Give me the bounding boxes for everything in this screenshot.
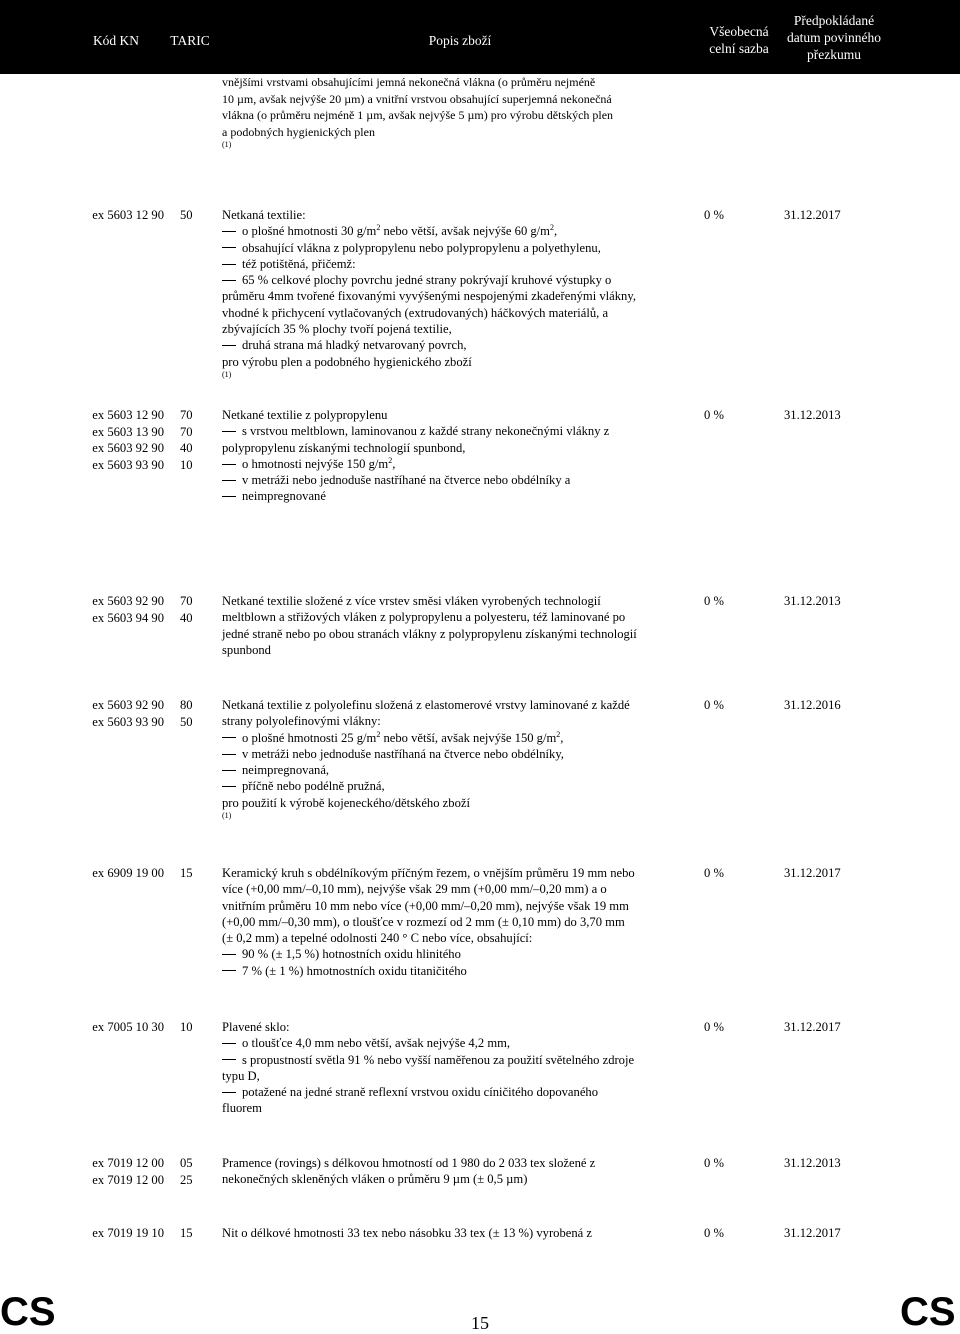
description-item: [222, 730, 696, 746]
description-line: polypropylenu získanými technologií spunbond,: [222, 440, 466, 455]
dash-bullet: [222, 737, 236, 738]
kn-codes: [64, 1155, 164, 1188]
footer-language-right: CS: [900, 1290, 956, 1334]
dash-bullet: [222, 464, 236, 465]
taric-code: 70: [180, 408, 193, 422]
taric-codes: [180, 1155, 204, 1188]
description-item: [222, 963, 696, 979]
kn-codes: [64, 407, 164, 473]
description-line: fluorem: [222, 1101, 262, 1116]
description-item: [222, 223, 696, 239]
description-line: Netkaná textilie z polyolefinu složená z elastomerové vrstvy laminované z každé: [222, 698, 630, 712]
description-item: [222, 946, 696, 962]
superscript: 2: [376, 223, 381, 233]
item-text: neimpregnované: [242, 489, 326, 504]
dash-bullet: [222, 496, 236, 497]
kn-code: ex 7019 19 10: [92, 1226, 164, 1240]
item-text: neimpregnovaná,: [242, 763, 330, 778]
kn-code: ex 5603 12 90: [92, 208, 164, 222]
description-item: [222, 488, 696, 504]
dash-bullet: [222, 480, 236, 481]
item-text: 7 % (± 1 %) hmotnostních oxidu titaničitého: [242, 963, 467, 978]
taric-code: 15: [180, 1226, 193, 1240]
taric-code: 50: [180, 208, 193, 222]
taric-code: 25: [180, 1172, 193, 1187]
kn-code: ex 7019 12 00: [92, 1172, 164, 1187]
description-line: pro výrobu plen a podobného hygienického zboží: [222, 354, 472, 369]
item-text: příčně nebo podélně pružná,: [242, 779, 385, 794]
taric-code: 40: [180, 441, 193, 455]
taric-code: 05: [180, 1156, 193, 1170]
review-date: 31.12.2017: [784, 208, 841, 222]
row-description: [222, 1155, 696, 1188]
description-line: Pramence (rovings) s délkovou hmotností od 1 980 do 2 033 tex složené z: [222, 1156, 596, 1170]
description-line: meltblown a střižových vláken z polypropylenu a polyesteru, též laminované po: [222, 610, 626, 625]
item-text: v metráži nebo jednoduše nastříhaná na čtverce nebo obdélníky,: [242, 746, 564, 761]
item-text: o plošné hmotnosti 25 g/m: [242, 730, 377, 745]
kn-code: ex 5603 92 90: [92, 441, 164, 455]
item-text: též potištěná, přičemž:: [242, 256, 356, 271]
header-prezkum-line3: přezkumu: [807, 46, 861, 62]
taric-code: 10: [180, 1020, 193, 1034]
description-line: spunbond: [222, 642, 271, 657]
duty-rate: 0 %: [704, 1156, 724, 1170]
header-sazba-line1: Všeobecná: [709, 24, 769, 39]
item-text: ,: [560, 730, 564, 745]
taric-code: 40: [180, 610, 193, 625]
taric-codes: [180, 407, 204, 473]
description-item: [222, 256, 696, 272]
dash-bullet: [222, 754, 236, 755]
description-item: [222, 1084, 696, 1100]
continuation-line: a podobných hygienických plen: [222, 124, 375, 139]
header-prezkum-line2: datum povinného: [786, 29, 882, 45]
description-item: [222, 1035, 696, 1051]
review-date: 31.12.2017: [784, 1020, 841, 1034]
item-text: 90 % (± 1,5 %) hotnostních oxidu hlinitého: [242, 947, 461, 962]
description-line: vhodné k přichycení vytlačovaných (extrudovaných) háčkových materiálů, a: [222, 305, 609, 320]
duty-rate: 0 %: [704, 866, 724, 880]
review-date: 31.12.2017: [784, 866, 841, 880]
header-taric: [160, 14, 220, 66]
kn-code: ex 5603 93 90: [92, 457, 164, 472]
item-text: s propustností světla 91 % nebo vyšší naměřenou za použití světelného zdroje: [242, 1052, 635, 1067]
dash-bullet: [222, 431, 236, 432]
description-title: Netkaná textilie:: [222, 208, 306, 222]
item-text: potažené na jedné straně reflexní vrstvou oxidu cíničitého dopovaného: [242, 1085, 599, 1100]
review-date: 31.12.2013: [784, 1156, 841, 1170]
duty-rate: 0 %: [704, 408, 724, 422]
dash-bullet: [222, 280, 236, 281]
continuation-line: vnějšími vrstvami obsahujícími jemná nekonečná vlákna (o průměru nejméně: [222, 75, 596, 89]
header-sazba-line2: celní sazba: [709, 41, 769, 56]
review-date: 31.12.2016: [784, 698, 841, 712]
description-line: Netkané textilie složené z více vrstev směsi vláken vyrobených technologií: [222, 594, 601, 608]
item-text: nebo větší, avšak nejvýše 60 g/m: [380, 224, 550, 239]
dash-bullet: [222, 1059, 236, 1060]
description-line: (+0,00 mm/–0,30 mm), o tloušťce v rozmezí od 2 mm (± 0,10 mm) do 3,70 mm: [222, 914, 625, 929]
superscript: 2: [376, 729, 381, 739]
description-line: Keramický kruh s obdélníkovým příčným řezem, o vnějším průměru 19 mm nebo: [222, 866, 635, 880]
item-text: druhá strana má hladký netvarovaný povrch,: [242, 338, 467, 353]
description-line: jedné straně nebo po obou stranách vlákny z polypropylenu získanými technologií: [222, 626, 637, 641]
description-line: vnitřním průměru 10 mm nebo více (+0,00 mm/–0,20 mm), nejvýše však 19 mm: [222, 898, 629, 913]
kn-code: ex 5603 92 90: [92, 594, 164, 608]
footnote-marker: (1): [222, 369, 232, 379]
item-text: v metráži nebo jednoduše nastříhané na čtverce nebo obdélníky a: [242, 473, 571, 488]
dash-bullet: [222, 345, 236, 346]
kn-code: ex 5603 92 90: [92, 698, 164, 712]
header-popis: [380, 14, 540, 66]
description-item: [222, 472, 696, 488]
header-prezkum-line1: Předpokládané: [793, 12, 875, 28]
description-item: [222, 1052, 696, 1068]
item-text: o tloušťce 4,0 mm nebo větší, avšak nejvýše 4,2 mm,: [242, 1036, 511, 1051]
row-description: [222, 1019, 696, 1117]
taric-code: 15: [180, 866, 193, 880]
superscript: 2: [549, 223, 554, 233]
continuation-line: vlákna (o průměru nejméně 1 µm, avšak nejvýše 5 µm) pro výrobu dětských plen: [222, 108, 614, 122]
row-description: [222, 1225, 696, 1241]
header-taric-label: TARIC: [170, 32, 210, 48]
description-line: (± 0,2 mm) a tepelné odolnosti 240 ° C nebo více, obsahující:: [222, 931, 533, 946]
dash-bullet: [222, 954, 236, 955]
header-kod-kn-label: Kód KN: [92, 32, 140, 48]
description-item: [222, 456, 696, 472]
table-header: [0, 0, 960, 74]
kn-codes: [64, 593, 164, 626]
kn-code: ex 7005 10 30: [92, 1020, 164, 1034]
description-item: [222, 778, 696, 794]
superscript: 2: [556, 729, 561, 739]
item-text: ,: [392, 456, 396, 471]
description-item: [222, 240, 696, 256]
duty-rate: 0 %: [704, 1020, 724, 1034]
superscript: 2: [388, 455, 393, 465]
header-prezkum: [778, 6, 890, 68]
header-kod-kn: [62, 14, 170, 66]
kn-code: ex 5603 13 90: [92, 424, 164, 439]
taric-code: 70: [180, 594, 193, 608]
description-item: [222, 746, 696, 762]
continuation-line: 10 µm, avšak nejvýše 20 µm) a vnitřní vrstvou obsahující superjemná nekonečná: [222, 91, 612, 106]
header-popis-label: Popis zboží: [428, 32, 492, 48]
item-text: ,: [553, 224, 558, 239]
review-date: 31.12.2017: [784, 1226, 841, 1240]
header-sazba: [694, 14, 784, 66]
footer-language-left: CS: [0, 1290, 56, 1334]
description-line: typu D,: [222, 1068, 260, 1083]
footnote-marker: (1): [222, 140, 232, 149]
description-line: nekonečných skleněných vláken o průměru 9 µm (± 0,5 µm): [222, 1172, 528, 1187]
dash-bullet: [222, 770, 236, 771]
review-date: 31.12.2013: [784, 408, 841, 422]
item-text: o plošné hmotnosti 30 g/m: [242, 224, 377, 239]
kn-codes: [64, 697, 164, 730]
taric-code: 70: [180, 424, 193, 439]
description-item: [222, 762, 696, 778]
row-description: [222, 207, 696, 380]
duty-rate: 0 %: [704, 1226, 724, 1240]
row-description: [222, 697, 696, 821]
description-title: Netkané textilie z polypropylenu: [222, 408, 388, 422]
dash-bullet: [222, 970, 236, 971]
description-line: průměru 4mm tvořené fixovanými vyvýšenými nespojenými zkadeřenými vlákny,: [222, 289, 636, 304]
description-line: pro použití k výrobě kojeneckého/dětského zboží: [222, 795, 470, 810]
kn-code: ex 5603 93 90: [92, 714, 164, 729]
taric-codes: [180, 697, 204, 730]
row-description: [222, 593, 696, 658]
dash-bullet: [222, 1092, 236, 1093]
taric-code: 80: [180, 698, 193, 712]
page-number: 15: [471, 1313, 489, 1333]
item-text: obsahující vlákna z polypropylenu nebo polypropylenu a polyethylenu,: [242, 240, 601, 255]
row-description: [222, 407, 696, 505]
description-line: zbývajících 35 % plochy tvoří pojená textilie,: [222, 322, 452, 337]
duty-rate: 0 %: [704, 208, 724, 222]
kn-code: ex 5603 94 90: [92, 610, 164, 625]
continuation-description: [222, 74, 696, 150]
review-date: 31.12.2013: [784, 594, 841, 608]
dash-bullet: [222, 786, 236, 787]
footnote-marker: (1): [222, 811, 232, 821]
kn-code: ex 5603 12 90: [92, 408, 164, 422]
dash-bullet: [222, 231, 236, 232]
kn-code: ex 7019 12 00: [92, 1156, 164, 1170]
description-item: [222, 423, 696, 439]
description-line: strany polyolefinovými vlákny:: [222, 714, 381, 729]
kn-code: ex 6909 19 00: [92, 866, 164, 880]
dash-bullet: [222, 1043, 236, 1044]
description-item: [222, 272, 696, 288]
description-line: Nit o délkové hmotnosti 33 tex nebo násobku 33 tex (± 13 %) vyrobená z: [222, 1226, 592, 1240]
item-text: s vrstvou meltblown, laminovanou z každé strany nekonečnými vlákny z: [242, 424, 610, 439]
taric-code: 10: [180, 457, 193, 472]
taric-codes: [180, 593, 204, 626]
description-line: více (+0,00 mm/–0,10 mm), nejvýše však 29 mm (+0,00 mm/–0,20 mm) a o: [222, 882, 607, 897]
description-title: Plavené sklo:: [222, 1020, 290, 1034]
item-text: nebo větší, avšak nejvýše 150 g/m: [380, 730, 557, 745]
duty-rate: 0 %: [704, 698, 724, 712]
description-item: [222, 337, 696, 353]
duty-rate: 0 %: [704, 594, 724, 608]
item-text: o hmotnosti nejvýše 150 g/m: [242, 456, 389, 471]
item-text: 65 % celkové plochy povrchu jedné strany pokrývají kruhové výstupky o: [242, 273, 612, 288]
dash-bullet: [222, 247, 236, 248]
row-description: [222, 865, 696, 979]
taric-code: 50: [180, 714, 193, 729]
dash-bullet: [222, 264, 236, 265]
